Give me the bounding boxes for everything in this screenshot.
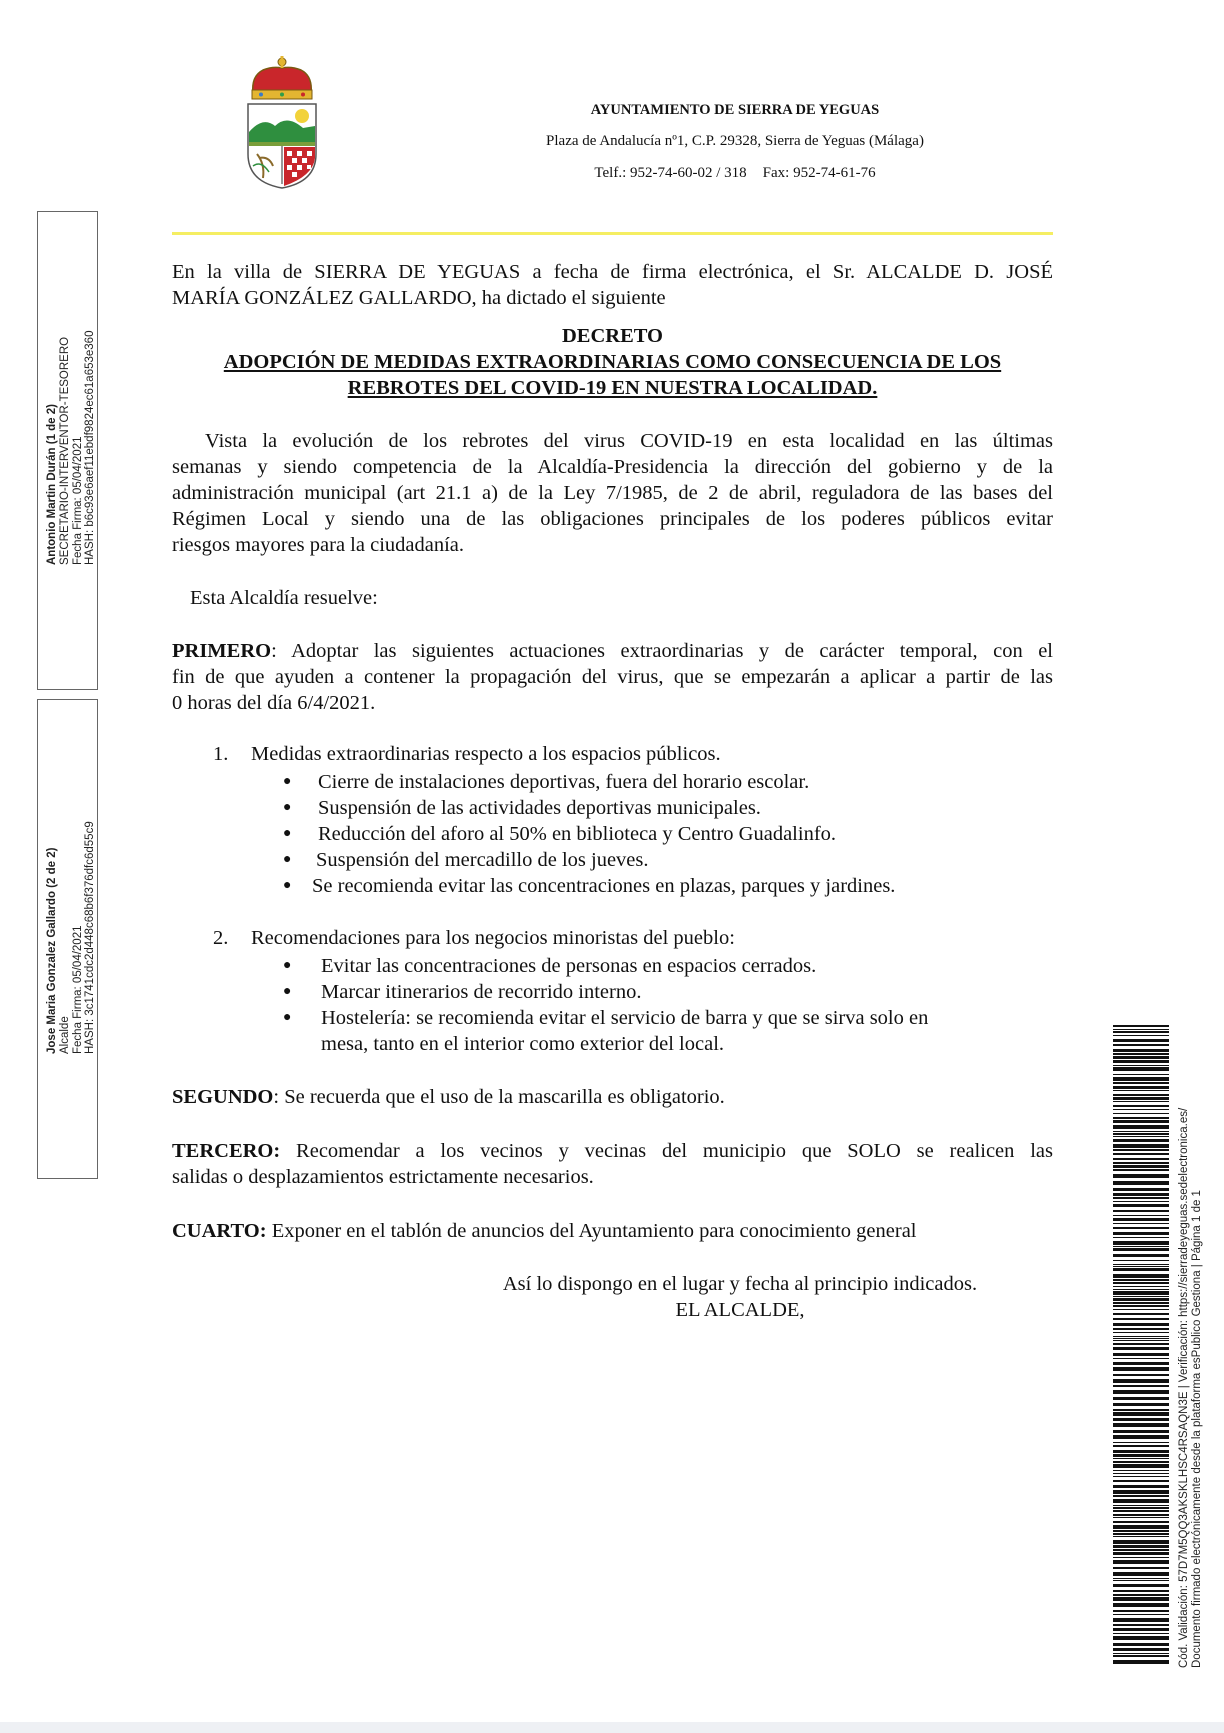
tercero-line-1: TERCERO: Recomendar a los vecinos y vecinas del municipio que SOLO se realicen las — [172, 1140, 1053, 1162]
barcode-bar — [1113, 1536, 1169, 1537]
barcode-bar — [1113, 1470, 1169, 1471]
barcode-bar — [1113, 1580, 1169, 1581]
barcode-bar — [1113, 1435, 1169, 1439]
decree-subject-line-2: REBROTES DEL COVID-19 EN NUESTRA LOCALIDAD. — [347, 377, 878, 399]
barcode-bar — [1113, 1618, 1169, 1622]
barcode-bar — [1113, 1614, 1169, 1615]
barcode-bar — [1113, 1313, 1169, 1315]
barcode-bar — [1113, 1450, 1169, 1453]
barcode-bar — [1113, 1086, 1169, 1089]
barcode-bar — [1113, 1603, 1169, 1607]
resuelve: Esta Alcaldía resuelve: — [190, 587, 378, 609]
barcode-bar — [1113, 1139, 1169, 1142]
barcode-bar — [1113, 1430, 1169, 1433]
barcode-bar — [1113, 1628, 1169, 1631]
list-item: ● Evitar las concentraciones de personas en espacios cerrados. — [283, 955, 817, 977]
barcode-bar — [1113, 1655, 1169, 1657]
barcode-bar — [1113, 1507, 1169, 1509]
barcode-bar — [1113, 1282, 1169, 1284]
barcode-bar — [1113, 1461, 1169, 1463]
barcode-bar — [1113, 1485, 1169, 1488]
barcode-bar — [1113, 1153, 1169, 1155]
barcode-bar — [1113, 1480, 1169, 1482]
barcode-bar — [1113, 1597, 1169, 1601]
barcode-bar — [1113, 1533, 1169, 1535]
barcode-bar — [1113, 1495, 1169, 1497]
barcode-bar — [1113, 1223, 1169, 1224]
barcode-bar — [1113, 1557, 1169, 1558]
list-item: ● Suspensión del mercadillo de los jueves. — [283, 849, 649, 871]
barcode-bar — [1113, 1514, 1169, 1516]
barcode-bar — [1113, 1109, 1169, 1110]
barcode-bar — [1113, 1289, 1169, 1290]
barcode-bar — [1113, 1090, 1169, 1091]
signature-box-1 — [37, 211, 98, 690]
barcode-bar — [1113, 1210, 1169, 1212]
list-item: ● Suspensión de las actividades deportivas municipales. — [283, 797, 761, 819]
verification-text: Cód. Validación: 57D7M5QQ3AKSKLHSC4RSAQN3E | Verificación: https://sierradeyeguas.sedelectronica.es/ Documento firmado electrónicamente desde la plataforma esPublico Gestiona | Página 1 de 1 — [1178, 1107, 1203, 1668]
barcode-bar — [1113, 1594, 1169, 1596]
barcode-bar — [1113, 1201, 1169, 1202]
decree-heading: DECRETO — [561, 325, 663, 347]
barcode-bar — [1113, 1545, 1169, 1548]
list1-title: 1. Medidas extraordinarias respecto a los espacios públicos. — [213, 743, 721, 765]
barcode-bar — [1113, 1648, 1169, 1651]
barcode-bar — [1113, 1193, 1169, 1196]
barcode-bar — [1113, 1237, 1169, 1238]
barcode-bar — [1113, 1232, 1169, 1235]
barcode-bar — [1113, 1423, 1169, 1427]
barcode-bar — [1113, 1490, 1169, 1494]
barcode-bar — [1113, 1094, 1169, 1096]
barcode-bar — [1113, 1296, 1169, 1297]
barcode-bar — [1113, 1473, 1169, 1474]
barcode-bar — [1113, 1549, 1169, 1551]
barcode-bar — [1113, 1567, 1169, 1569]
barcode-bar — [1113, 1056, 1169, 1059]
barcode-bar — [1113, 1125, 1169, 1129]
signature-2-text: Jose Maria Gonzalez Gallardo (2 de 2) Alcalde Fecha Firma: 05/04/2021 HASH: 3c1741cdc2d448c68b6f376dfc6d55c9 — [46, 821, 97, 1054]
barcode-bar — [1113, 1476, 1169, 1477]
signature-box-2 — [37, 699, 98, 1179]
barcode-bar — [1113, 1521, 1169, 1523]
barcode-bar — [1113, 1560, 1169, 1564]
list-item: ● Reducción del aforo al 50% en biblioteca y Centro Guadalinfo. — [283, 823, 837, 845]
barcode-bar — [1113, 1133, 1169, 1135]
barcode-bar — [1113, 1505, 1169, 1506]
barcode-bar — [1113, 1174, 1169, 1178]
barcode-bar — [1113, 1031, 1169, 1033]
barcode-bar — [1113, 1035, 1169, 1036]
barcode-bar — [1113, 1385, 1169, 1387]
barcode-bar — [1113, 1403, 1169, 1406]
barcode-bar — [1113, 1181, 1169, 1185]
primero-line-1: PRIMERO: Adoptar las siguientes actuaciones extraordinarias y de carácter temporal, con el — [172, 640, 1053, 662]
barcode-bar — [1113, 1029, 1169, 1030]
barcode-bar — [1113, 1328, 1169, 1330]
barcode-bar — [1113, 1338, 1169, 1339]
considerando-line-1: Vista la evolución de los rebrotes del virus COVID-19 en esta localidad en las últimas — [205, 430, 1053, 452]
institution-phone-fax — [505, 165, 965, 182]
intro-line-1: En la villa de SIERRA DE YEGUAS a fecha de firma electrónica, el Sr. ALCALDE D. JOSÉ — [172, 261, 1053, 283]
barcode-bar — [1113, 1113, 1169, 1114]
barcode-bar — [1113, 1291, 1169, 1295]
barcode-bar — [1113, 1131, 1169, 1132]
barcode-bar — [1113, 1105, 1169, 1107]
barcode-bar — [1113, 1323, 1169, 1326]
barcode-bar — [1113, 1149, 1169, 1151]
barcode-bar — [1113, 1266, 1169, 1267]
fax: Fax: 952-74-61-76 — [762, 165, 876, 181]
barcode-bar — [1113, 1162, 1169, 1164]
header-divider — [172, 232, 1053, 235]
closing-line-1: Así lo dispongo en el lugar y fecha al principio indicados. — [502, 1273, 978, 1295]
barcode-bar — [1113, 1082, 1169, 1084]
considerando-line-4: Régimen Local y siendo una de las obligaciones principales de los poderes públicos evitar — [172, 508, 1053, 530]
barcode-bar — [1113, 1101, 1169, 1102]
barcode-bar — [1113, 1367, 1169, 1371]
barcode-bar — [1113, 1578, 1169, 1579]
barcode-bar — [1113, 1188, 1169, 1191]
barcode-bar — [1113, 1120, 1169, 1123]
barcode-bar — [1113, 1241, 1169, 1245]
primero-line-3: 0 horas del día 6/4/2021. — [172, 692, 376, 714]
barcode-bar — [1113, 1336, 1169, 1337]
barcode-bar — [1113, 1590, 1169, 1592]
barcode-bar — [1113, 1248, 1169, 1251]
barcode-bar — [1113, 1117, 1169, 1119]
barcode-bar — [1113, 1254, 1169, 1257]
barcode-bar — [1113, 1218, 1169, 1221]
barcode-bar — [1113, 1643, 1169, 1646]
closing-line-2: EL ALCALDE, — [675, 1299, 805, 1321]
barcode-bar — [1113, 1458, 1169, 1459]
barcode-bar — [1113, 1204, 1169, 1207]
barcode-bar — [1113, 1215, 1169, 1216]
barcode-bar — [1113, 1268, 1169, 1271]
decree-subject-line-1: ADOPCIÓN DE MEDIDAS EXTRAORDINARIAS COMO CONSECUENCIA DE LOS — [223, 351, 1002, 373]
barcode-bar — [1113, 1464, 1169, 1468]
considerando-line-5: riesgos mayores para la ciudadanía. — [172, 534, 465, 556]
barcode-bar — [1113, 1660, 1169, 1664]
signature-1-text: Antonio Martin Durán (1 de 2) SECRETARIO-INTERVENTOR-TESORERO Fecha Firma: 05/04/2021 HASH: b6c93e6aef11ebdf9824ec61a653e360 — [46, 330, 97, 565]
barcode-bar — [1113, 1318, 1169, 1320]
barcode-bar — [1113, 1274, 1169, 1278]
barcode-bar — [1113, 1442, 1169, 1443]
barcode-bar — [1113, 1158, 1169, 1160]
barcode-bar — [1113, 1540, 1169, 1544]
validation-barcode — [1113, 1025, 1169, 1665]
barcode-bar — [1113, 1362, 1169, 1365]
barcode-bar — [1113, 1584, 1169, 1587]
barcode-bar — [1113, 1302, 1169, 1304]
barcode-bar — [1113, 1409, 1169, 1411]
barcode-bar — [1113, 1412, 1169, 1416]
barcode-bar — [1113, 1624, 1169, 1626]
barcode-bar — [1113, 1525, 1169, 1529]
barcode-bar — [1113, 1144, 1169, 1148]
barcode-bar — [1113, 1039, 1169, 1042]
barcode-bar — [1113, 1077, 1169, 1081]
barcode-bar — [1113, 1347, 1169, 1350]
page-bottom-edge — [0, 1722, 1224, 1733]
barcode-bar — [1113, 1610, 1169, 1612]
barcode-bar — [1113, 1653, 1169, 1654]
barcode-bar — [1113, 1309, 1169, 1310]
barcode-bar — [1113, 1379, 1169, 1383]
barcode-bar — [1113, 1332, 1169, 1333]
barcode-bar — [1113, 1510, 1169, 1512]
barcode-bar — [1113, 1390, 1169, 1394]
barcode-bar — [1113, 1165, 1169, 1168]
barcode-bar — [1113, 1397, 1169, 1400]
barcode-bar — [1113, 1279, 1169, 1281]
barcode-bar — [1113, 1552, 1169, 1555]
segundo: SEGUNDO: Se recuerda que el uso de la mascarilla es obligatorio. — [172, 1086, 725, 1108]
list-item: ● Marcar itinerarios de recorrido interno. — [283, 981, 642, 1003]
barcode-bar — [1113, 1065, 1169, 1066]
barcode-bar — [1113, 1633, 1169, 1634]
barcode-bar — [1113, 1517, 1169, 1518]
barcode-bar — [1113, 1246, 1169, 1247]
municipal-coat-of-arms-icon — [245, 54, 320, 190]
barcode-bar — [1113, 1136, 1169, 1137]
barcode-bar — [1113, 1572, 1169, 1576]
barcode-bar — [1113, 1418, 1169, 1421]
barcode-bar — [1113, 1049, 1169, 1052]
barcode-bar — [1113, 1343, 1169, 1345]
considerando-line-2: semanas y siendo competencia de la Alcaldía-Presidencia la dirección del gobierno y de la — [172, 456, 1053, 478]
barcode-bar — [1113, 1636, 1169, 1640]
institution-address: Plaza de Andalucía nº1, C.P. 29328, Sierra de Yeguas (Málaga) — [546, 133, 924, 149]
barcode-bar — [1113, 1499, 1169, 1503]
considerando-line-3: administración municipal (art 21.1 a) de la Ley 7/1985, de 2 de abril, reguladora de las bases del — [172, 482, 1053, 504]
list2-title: 2. Recomendaciones para los negocios minoristas del pueblo: — [213, 927, 735, 949]
barcode-bar — [1113, 1097, 1169, 1100]
barcode-bar — [1113, 1445, 1169, 1447]
list-item-continuation: mesa, tanto en el interior como exterior del local. — [321, 1033, 725, 1055]
barcode-bar — [1113, 1454, 1169, 1457]
barcode-bar — [1113, 1305, 1169, 1307]
barcode-bar — [1113, 1044, 1169, 1046]
barcode-bar — [1113, 1025, 1169, 1027]
barcode-bar — [1113, 1374, 1169, 1376]
list-item: ● Hostelería: se recomienda evitar el servicio de barra y que se sirva solo en — [283, 1007, 929, 1029]
barcode-bar — [1113, 1264, 1169, 1265]
barcode-bar — [1113, 1053, 1169, 1055]
barcode-bar — [1113, 1074, 1169, 1075]
barcode-bar — [1113, 1169, 1169, 1171]
primero-label: PRIMERO — [172, 640, 272, 662]
barcode-bar — [1113, 1260, 1169, 1261]
tercero-line-2: salidas o desplazamientos estrictamente necesarios. — [172, 1166, 594, 1188]
barcode-bar — [1113, 1067, 1169, 1071]
barcode-bar — [1113, 1358, 1169, 1359]
barcode-bar — [1113, 1286, 1169, 1287]
cuarto: CUARTO: Exponer en el tablón de anuncios del Ayuntamiento para conocimiento general — [172, 1220, 917, 1242]
intro-line-2: MARÍA GONZÁLEZ GALLARDO, ha dictado el siguiente — [172, 287, 666, 309]
phone: Telf.: 952-74-60-02 / 318 — [594, 165, 747, 181]
primero-line-2: fin de que ayuden a contener la propagación del virus, que se empezarán a aplicar a partir de las — [172, 666, 1053, 688]
barcode-bar — [1113, 1530, 1169, 1532]
barcode-bar — [1113, 1353, 1169, 1356]
institution-name: AYUNTAMIENTO DE SIERRA DE YEGUAS — [590, 102, 880, 118]
list-item: ● Se recomienda evitar las concentraciones en plazas, parques y jardines. — [283, 875, 896, 897]
barcode-bar — [1113, 1340, 1169, 1341]
barcode-bar — [1113, 1298, 1169, 1301]
barcode-bar — [1113, 1197, 1169, 1199]
list-item: ● Cierre de instalaciones deportivas, fuera del horario escolar. — [283, 771, 810, 793]
barcode-bar — [1113, 1227, 1169, 1229]
barcode-bar — [1113, 1060, 1169, 1063]
